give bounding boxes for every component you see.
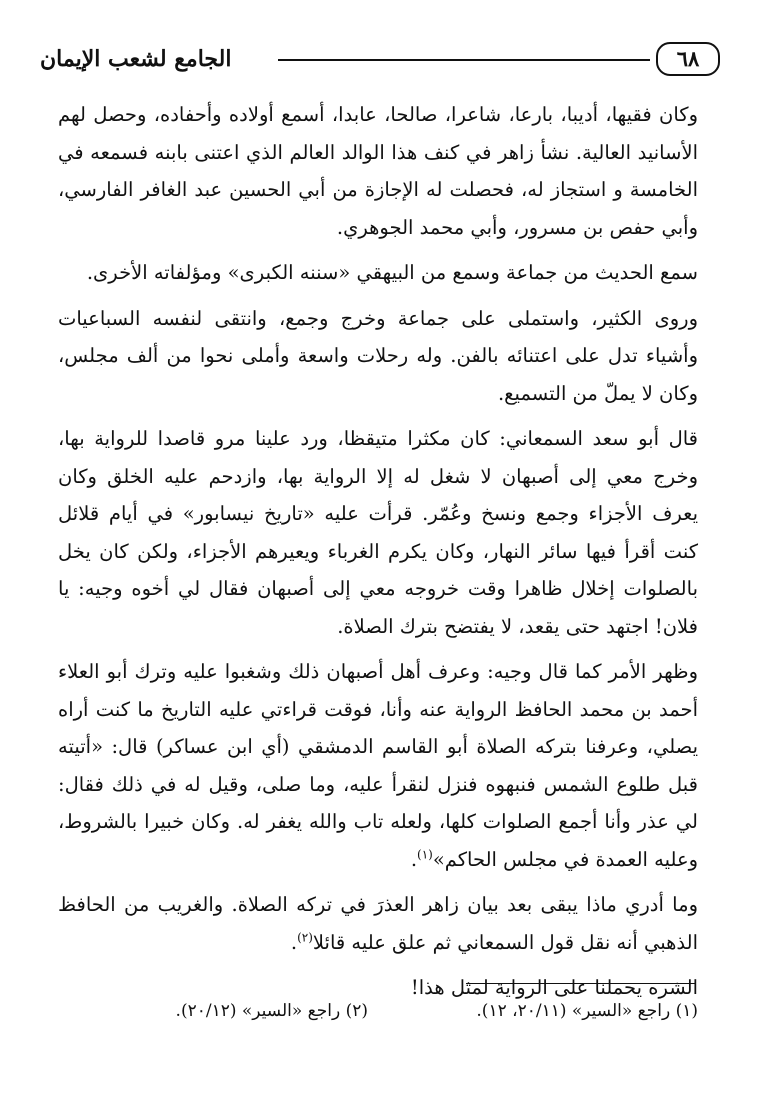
footnote-1: (١) راجع «السير» (٢٠/١١، ١٢). <box>476 1001 698 1021</box>
footnote-rule <box>466 983 696 984</box>
paragraph-7: الشره يحملنا على الرواية لمثل هذا! <box>410 976 698 999</box>
paragraph-6-end: . <box>290 930 298 954</box>
paragraph-4: قال أبو سعد السمعاني: كان مكثرا متيقظا، ورد علينا مرو قاصدا للرواية بها، وخرج معي إلى أصبهان لا شغل له إلا الرواية بها، وازدحم عليه الخلق وكان يعرف الأجزاء وجمع ونسخ وعُمّر. قرأت عليه «تاريخ نيسابور» في أيام قلائل كنت أقرأ فيها سائر النهار، وكان يكرم الغرباء ويعيرهم الأجزاء، ولكن كان يخل بالصلوات إخلال ظاهرا وقت خروجه معي إلى أصبهان فقال لي أخوه وجيه: يا فلان! اجتهد حتى يقعد، لا يفتضح بترك الصلاة. <box>58 427 698 638</box>
paragraph-6-text: وما أدري ماذا يبقى بعد بيان زاهر العذرَ في تركه الصلاة. والغريب من الحافظ الذهبي أنه نقل قول السمعاني ثم علق عليه قائلا <box>58 893 698 954</box>
paragraph-2: سمع الحديث من جماعة وسمع من البيهقي «سننه الكبرى» ومؤلفاته الأخرى. <box>86 261 698 284</box>
paragraph-5-text: وظهر الأمر كما قال وجيه: وعرف أهل أصبهان ذلك وشغبوا عليه وترك أبو العلاء أحمد بن محمد الحافظ الرواية عنه وأنا، فوقت قراءتي عليه التاريخ ما كنت أراه يصلي، وعرفنا بتركه الصلاة أبو القاسم الدمشقي (أي ابن عساكر) قال: «أتيته قبل طلوع الشمس فنبهوه فنزل لنقرأ عليه، وما صلى، وقيل له في ذلك فقال: لي عذر وأنا أجمع الصلوات كلها، ولعله تاب والله يغفر له. وكان خبيرا بالشروط، وعليه العمدة في مجلس الحاكم» <box>58 660 699 871</box>
footnote-ref-1[interactable]: (١) <box>417 847 433 861</box>
paragraph-5 <box>58 653 698 878</box>
paragraph-3: وروى الكثير، واستملى على جماعة وخرج وجمع، وانتقى لنفسه السباعيات وأشياء تدل على اعتنائه بالفن. وله رحلات واسعة وأملى نحوا من ألف مجلس، وكان لا يملّ من التسميع. <box>58 306 698 405</box>
running-header <box>40 38 720 84</box>
paragraph-1: وكان فقيها، أديبا، بارعا، شاعرا، صالحا، عابدا، أسمع أولاده وأحفاده، وحصل لهم الأسانيد العالية. نشأ زاهر في كنف هذا الوالد العالم الذي اعتنى بابنه فسمعه في الخامسة و استجاز له، فحصلت له الإجازة من أبي الحسين عبد الغافر الفارسي، وأبي حفص بن مسرور، وأبي محمد الجوهري. <box>58 103 698 239</box>
body-text <box>58 96 698 1015</box>
header-rule <box>278 59 650 61</box>
footnote-ref-2[interactable]: (٢) <box>297 930 313 944</box>
footnote-2: (٢) راجع «السير» (٢٠/١٢). <box>175 1001 368 1021</box>
paragraph-6 <box>58 886 698 961</box>
running-title: الجامع لشعب الإيمان <box>40 46 232 72</box>
paragraph-5-end: . <box>410 847 418 871</box>
footnotes <box>58 996 698 1026</box>
page-number: ٦٨ <box>656 42 720 76</box>
